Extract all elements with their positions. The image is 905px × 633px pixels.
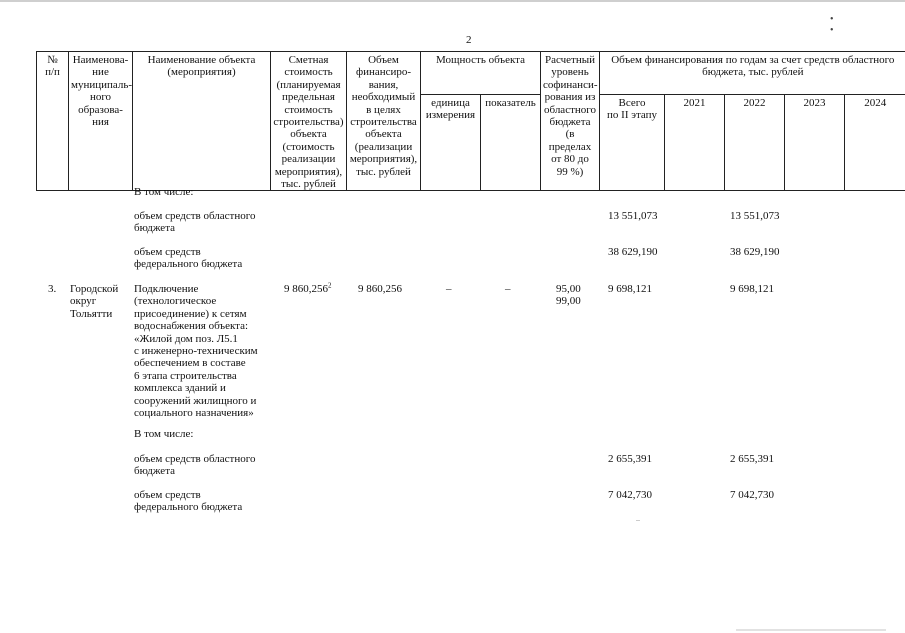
row-subtotal-label: В том числе: [134, 186, 194, 198]
header-col-funding-by-year: Объем финансирования по годам за счет средств областного бюджета, тыс. рублей [600, 52, 905, 95]
row3-estimated-cost [284, 283, 332, 295]
row3-cofinancing-level: 95,00 99,00 [556, 283, 581, 308]
row3-federal-budget-total: 7 042,730 [608, 489, 652, 501]
row3-total: 9 698,121 [608, 283, 652, 295]
row3-subtotal-label: В том числе: [134, 428, 194, 440]
row3-2022: 9 698,121 [730, 283, 774, 295]
header-col-year-2021: 2021 [665, 94, 725, 190]
row3-regional-budget-2022: 2 655,391 [730, 453, 774, 465]
scan-top-edge [0, 0, 905, 2]
row3-federal-budget-2022: 7 042,730 [730, 489, 774, 501]
row3-financing-volume: 9 860,256 [358, 283, 402, 295]
row3-capacity-value: – [505, 283, 511, 295]
header-col-municipality: Наименова- ние муниципаль- ного образова- ния [69, 52, 133, 191]
page-number: 2 [466, 34, 472, 46]
row3-municipality: Городской округ Тольятти [70, 283, 119, 320]
header-col-capacity-value: показатель [481, 94, 541, 190]
table-header [36, 51, 905, 191]
header-col-year-2023: 2023 [785, 94, 845, 190]
row-federal-budget-label: объем средств федерального бюджета [134, 246, 243, 271]
header-col-year-2024: 2024 [845, 94, 905, 190]
header-col-object: Наименование объекта (мероприятия) [133, 52, 271, 191]
row-regional-budget-total: 13 551,073 [608, 210, 658, 222]
row-federal-budget-total: 38 629,190 [608, 246, 658, 258]
row3-number: 3. [48, 283, 57, 295]
scan-speck [636, 520, 640, 521]
header-col-cofinancing: Расчетный уровень софинанси- рования из областного бюджета (в пределах от 80 до 99 %) [541, 52, 600, 191]
scan-bottom-edge [736, 629, 886, 631]
header-col-estimated-cost: Сметная стоимость (планируемая предельная стоимость строительства) объекта (стоимость реализации мероприятия), тыс. рублей [271, 52, 347, 191]
header-col-capacity-unit: единица измерения [421, 94, 481, 190]
header-col-number: № п/п [37, 52, 69, 191]
row3-capacity-unit: – [446, 283, 452, 295]
row-regional-budget-2022: 13 551,073 [730, 210, 780, 222]
row3-object-name: Подключение (технологическое присоединение) к сетям водоснабжения объекта: «Жилой дом поз. Л5.1 с инженерно-техническим обеспечением в составе 6 этапа строительства комплекса зданий и сооружений жилищного и социального назначения» [134, 283, 258, 420]
row3-footnote-mark: 2 [328, 281, 332, 290]
row3-federal-budget-label: объем средств федерального бюджета [134, 489, 243, 514]
row-federal-budget-2022: 38 629,190 [730, 246, 780, 258]
header-col-capacity: Мощность объекта [421, 52, 541, 95]
row3-regional-budget-total: 2 655,391 [608, 453, 652, 465]
row3-estimated-cost-value: 9 860,256 [284, 283, 328, 295]
header-col-year-2022: 2022 [725, 94, 785, 190]
row3-regional-budget-label: объем средств областного бюджета [134, 453, 256, 478]
header-col-financing-volume: Объем финансиро- вания, необходимый в целях строительства объекта (реализации мероприятия), тыс. рублей [347, 52, 421, 191]
header-col-total-stage2: Всего по II этапу [600, 94, 665, 190]
scan-marks: • • [830, 14, 862, 36]
row-regional-budget-label: объем средств областного бюджета [134, 210, 256, 235]
